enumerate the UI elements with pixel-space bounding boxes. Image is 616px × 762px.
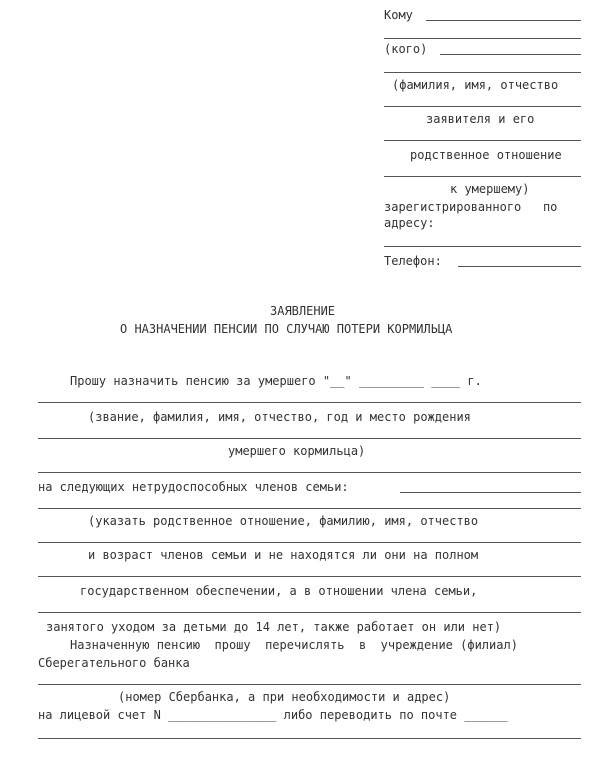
account-line: на лицевой счет N _______________ либо переводить по почте ______ [38,708,508,722]
deceased-note: к умершему) [450,182,530,196]
bank-note: (номер Сбербанка, а при необходимости и адрес) [118,690,451,704]
request-line: Прошу назначить пенсию за умершего "__" _________ ____ г. [70,374,482,388]
relation-detail-field-line[interactable] [38,542,581,543]
to-label: Кому [384,8,413,22]
age-field-line[interactable] [38,576,581,577]
age-note: и возраст членов семьи и не находятся ли они на полном [88,548,479,562]
whom-label: (кого) [384,42,428,56]
applicant-note: заявителя и его [426,112,535,126]
phone-label: Телефон: [384,254,442,268]
fio-note: (фамилия, имя, отчество [392,78,559,92]
state-field-line[interactable] [38,612,581,613]
members-field-line-2[interactable] [38,508,581,509]
breadwinner-field-line[interactable] [38,472,581,473]
applicant-field-line[interactable] [384,140,581,141]
registered-label: зарегистрированного по [384,200,558,214]
whom-field-line[interactable] [440,54,581,55]
address-field-line[interactable] [384,246,581,247]
members-field-line[interactable] [400,492,581,493]
members-label: на следующих нетрудоспособных членов семьи: [38,480,349,494]
whom-field-line-2[interactable] [384,72,581,73]
document-subtitle: О НАЗНАЧЕНИИ ПЕНСИИ ПО СЛУЧАЮ ПОТЕРИ КОРМИЛЬЦА [120,322,453,336]
rank-note: (звание, фамилия, имя, отчество, год и место рождения [88,410,471,424]
relation-detail-note: (указать родственное отношение, фамилию, имя, отчество [88,514,479,528]
birth-field-line[interactable] [38,438,581,439]
bank-label: Сберегательного банка [38,656,190,670]
address-label: адресу: [384,216,435,230]
account-field-line[interactable] [38,738,581,739]
care-note: занятого уходом за детьми до 14 лет, также работает он или нет) [46,620,502,634]
deceased-field-line[interactable] [38,402,581,403]
breadwinner-note: умершего кормильца) [228,444,366,458]
fio-field-line[interactable] [384,106,581,107]
state-note: государственном обеспечении, а в отношении члена семьи, [80,584,478,598]
bank-field-line[interactable] [38,684,581,685]
to-field-line-2[interactable] [384,38,581,39]
document-title: ЗАЯВЛЕНИЕ [270,304,336,318]
to-field-line[interactable] [426,20,581,21]
relation-note: родственное отношение [410,148,562,162]
phone-field-line[interactable] [458,266,581,267]
relation-field-line[interactable] [384,176,581,177]
transfer-line: Назначенную пенсию прошу перечислять в учреждение (филиал) [70,638,518,652]
